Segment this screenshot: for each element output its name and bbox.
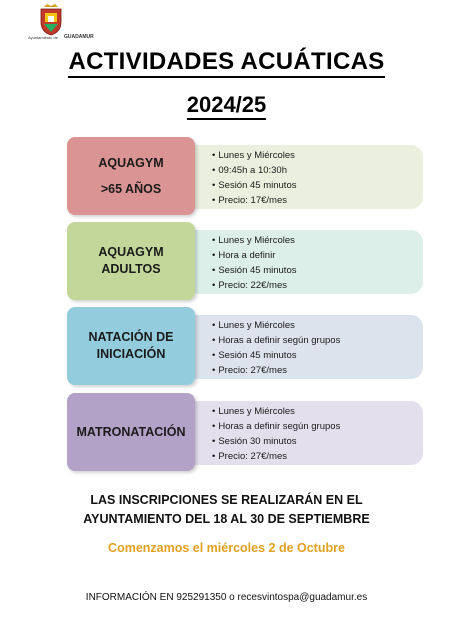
page-title: ACTIVIDADES ACUÁTICAS [0,48,453,76]
activity-price: • Precio: 27€/mes [212,363,423,378]
logo-right-text: GUADAMUR [64,34,94,40]
activity-days: • Lunes y Miércoles [212,233,423,248]
logo-left-text: Ayuntamiento de [28,35,58,40]
activity-row [0,137,453,217]
activity-duration: • Sesión 45 minutos [212,178,423,193]
activity-days: • Lunes y Miércoles [212,404,423,419]
activity-time: • Hora a definir [212,248,423,263]
town-logo [28,4,92,44]
activity-name-line1: AQUAGYM [98,245,164,259]
activity-time: • 09:45h a 10:30h [212,163,423,178]
activity-name-line1: MATRONATACIÓN [76,424,186,439]
coat-of-arms-icon [38,4,64,36]
activity-name-line2: INICIACIÓN [96,347,166,361]
contact-info: INFORMACIÓN EN 925291350 o recesvintospa@guadamur.es [85,592,368,603]
activity-duration: • Sesión 30 minutos [212,434,423,449]
activity-label [67,222,195,300]
activity-name-line1: AQUAGYM [98,155,164,170]
inscriptions-line2: AYUNTAMIENTO DEL 18 AL 30 DE SEPTIEMBRE [83,512,370,526]
activity-price: • Precio: 17€/mes [212,193,423,208]
activity-name-line2: >65 AÑOS [100,181,162,196]
activity-price: • Precio: 22€/mes [212,278,423,293]
inscriptions-line1: LAS INSCRIPCIONES SE REALIZARÁN EN EL [90,493,363,507]
activity-label [67,307,195,385]
activity-row [0,307,453,387]
activity-days: • Lunes y Miércoles [212,318,423,333]
activity-row [0,222,453,302]
activity-label [67,393,195,471]
season-year: 2024/25 [0,92,453,118]
activity-duration: • Sesión 45 minutos [212,348,423,363]
activity-days: • Lunes y Miércoles [212,148,423,163]
activity-name-line2: ADULTOS [101,262,161,276]
activity-time: • Horas a definir según grupos [212,419,423,434]
activity-name-line1: NATACIÓN DE [88,330,174,344]
start-date-note: Comenzamos el miércoles 2 de Octubre [108,541,345,555]
activity-time: • Horas a definir según grupos [212,333,423,348]
activity-label [67,137,195,215]
activity-price: • Precio: 27€/mes [212,449,423,464]
activity-duration: • Sesión 45 minutos [212,263,423,278]
activity-row [0,393,453,473]
